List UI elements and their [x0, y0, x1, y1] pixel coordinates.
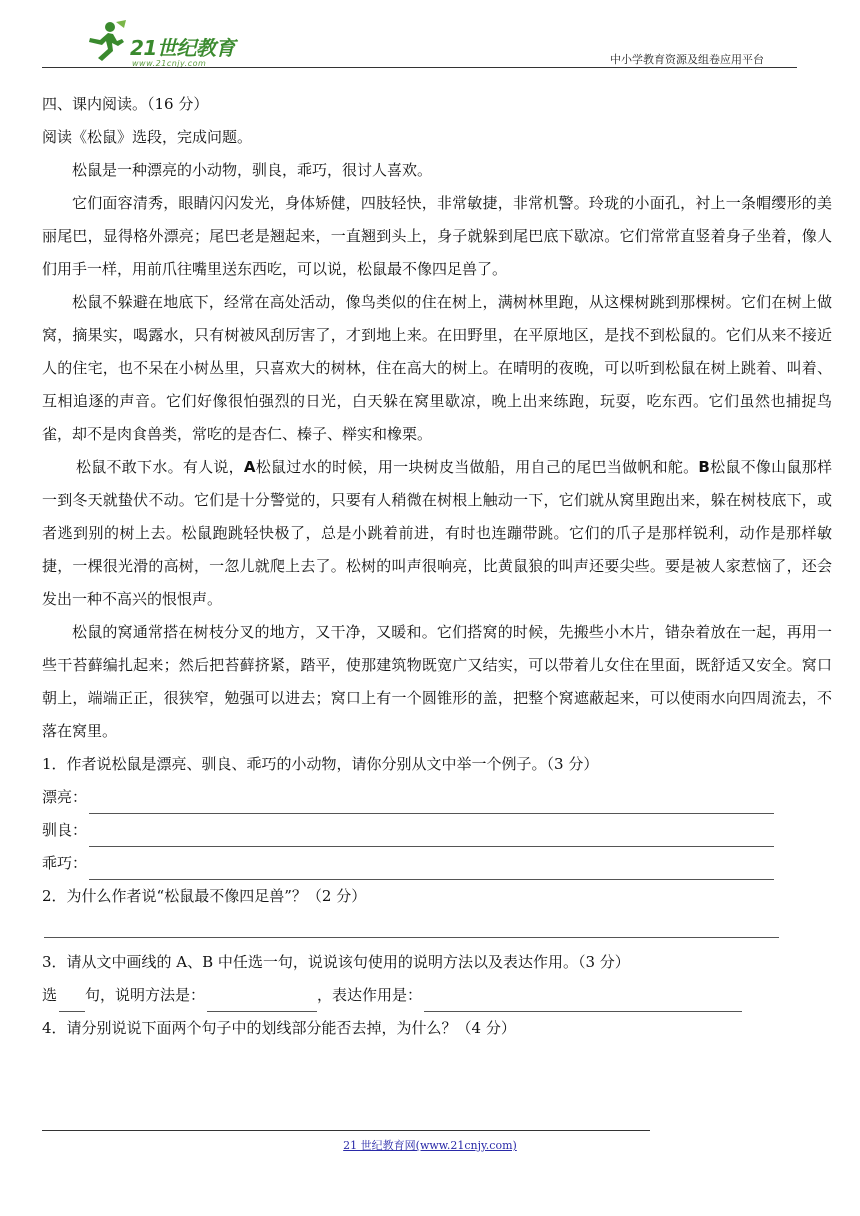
answer-row-q2 [42, 913, 832, 946]
passage-paragraph-1: 松鼠是一种漂亮的小动物，驯良，乖巧，很讨人喜欢。 [72, 161, 433, 179]
answer-label-docile: 驯良： [42, 821, 88, 839]
question-2: 2．为什么作者说“松鼠最不像四足兽”？（2 分） [42, 887, 367, 905]
answer-row-q3 [42, 979, 832, 1012]
answer-blank-sentence-choice[interactable] [59, 991, 85, 1012]
passage-paragraph-4 [42, 451, 832, 616]
sentence-b-text: 松鼠不像山鼠那样一到冬天就蛰伏不动。它们是十分警觉的，只要有人稍微在树根上触动一下，它们就从窝里跑出来，躲在树枝底下，或者逃到别的树上去。松鼠跑跳轻快极了，总是小跳着前进，有时也连蹦带跳。它们的爪子是那样锐利，动作是那样敏捷，一棵很光滑的高树，一忽儿就爬上去了。松树的叫声很响亮，比黄鼠狼的叫声还要尖些。要是被人家惹恼了，还会发出一种不高兴的恨恨声。 [42, 458, 832, 608]
section-title: 四、课内阅读。（16 分） [42, 95, 209, 113]
logo-url-text: www.21cnjy.com [132, 59, 207, 68]
answer-row-docile [42, 814, 832, 847]
answer-line-q2[interactable] [44, 937, 779, 938]
q3-effect-label: ，表达作用是： [317, 986, 423, 1004]
q3-method-label: 句，说明方法是： [85, 986, 206, 1004]
footer-divider [42, 1130, 650, 1131]
answer-row-beautiful [42, 781, 832, 814]
footer-link[interactable]: 21 世纪教育网(www.21cnjy.com) [343, 1139, 517, 1152]
section-instruction: 阅读《松鼠》选段，完成问题。 [42, 128, 253, 146]
answer-line-beautiful[interactable] [89, 793, 774, 814]
sentence-b-label: B [698, 458, 710, 476]
answer-label-clever: 乖巧： [42, 854, 88, 872]
question-3: 3．请从文中画线的 A、B 中任选一句，说说该句使用的说明方法以及表达作用。（3 分） [42, 953, 630, 971]
answer-blank-method[interactable] [207, 991, 317, 1012]
passage-paragraph-3: 松鼠不躲避在地底下，经常在高处活动，像鸟类似的住在树上，满树林里跑，从这棵树跳到那棵树。它们在树上做窝，摘果实，喝露水，只有树被风刮厉害了，才到地上来。在田野里，在平原地区，是找不到松鼠的。它们从来不接近人的住宅，也不呆在小树丛里，只喜欢大的树林，住在高大的树上。在晴明的夜晚，可以听到松鼠在树上跳着、叫着、互相追逐的声音。它们好像很怕强烈的日光，白天躲在窝里歇凉，晚上出来练跑，玩耍，吃东西。它们虽然也捕捉鸟雀，却不是肉食兽类，常吃的是杏仁、榛子、榉实和橡栗。 [42, 293, 832, 443]
passage-paragraph-5: 松鼠的窝通常搭在树枝分叉的地方，又干净，又暖和。它们搭窝的时候，先搬些小木片，错杂着放在一起，再用一些干苔藓编扎起来；然后把苔藓挤紧，踏平，使那建筑物既宽广又结实，可以带着儿女住在里面，既舒适又安全。窝口朝上，端端正正，很狭窄，勉强可以进去；窝口上有一个圆锥形的盖，把整个窝遮蔽起来，可以使雨水向四周流去，不落在窝里。 [42, 623, 832, 740]
sentence-a-label: A [243, 458, 256, 476]
runner-logo-icon [86, 18, 132, 62]
answer-label-beautiful: 漂亮： [42, 788, 88, 806]
logo-brand-text: 21世纪教育 [130, 36, 235, 60]
q3-prefix: 选 [42, 986, 58, 1004]
page-header [0, 0, 860, 70]
sentence-a-text: 松鼠过水的时候，用一块树皮当做船，用自己的尾巴当做帆和舵。 [255, 458, 699, 476]
worksheet-content [42, 88, 832, 1045]
answer-row-clever [42, 847, 832, 880]
passage-paragraph-2: 它们面容清秀，眼睛闪闪发光，身体矫健，四肢轻快，非常敏捷，非常机警。玲珑的小面孔，衬上一条帽缨形的美丽尾巴，显得格外漂亮；尾巴老是翘起来，一直翘到头上，身子就躲到尾巴底下歇凉。它们常常直竖着身子坐着，像人们用手一样，用前爪往嘴里送东西吃，可以说，松鼠最不像四足兽了。 [42, 194, 832, 278]
answer-line-clever[interactable] [89, 859, 774, 880]
answer-line-docile[interactable] [89, 826, 774, 847]
question-4: 4．请分别说说下面两个句子中的划线部分能否去掉，为什么？（4 分） [42, 1019, 516, 1037]
answer-blank-effect[interactable] [424, 991, 742, 1012]
platform-tagline: 中小学教育资源及组卷应用平台 [610, 53, 764, 66]
header-divider [42, 67, 797, 68]
question-1: 1．作者说松鼠是漂亮、驯良、乖巧的小动物，请你分别从文中举一个例子。（3 分） [42, 755, 599, 773]
paragraph-4-intro: 松鼠不敢下水。有人说， [76, 458, 244, 476]
site-logo[interactable] [86, 18, 286, 70]
